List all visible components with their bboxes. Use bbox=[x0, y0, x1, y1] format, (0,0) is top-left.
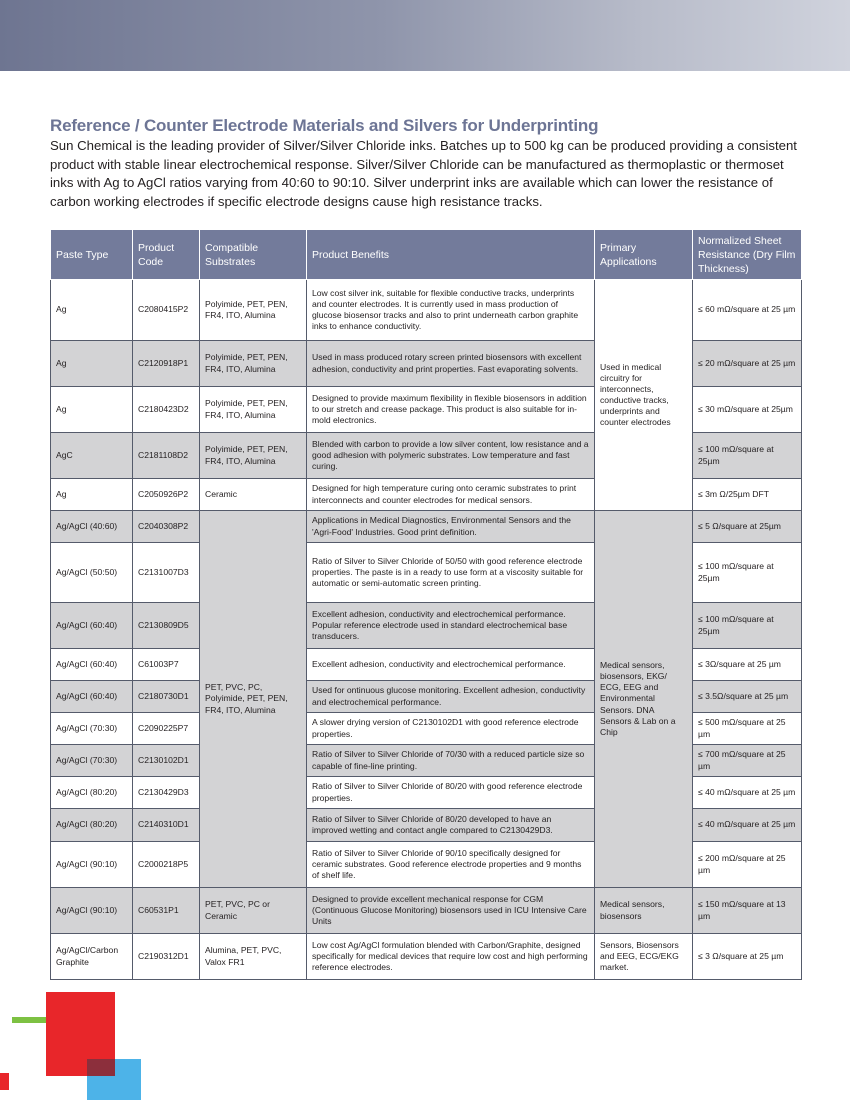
header-substrates: Compatible Substrates bbox=[200, 230, 307, 280]
table-row bbox=[51, 280, 802, 341]
intro-paragraph: Sun Chemical is the leading provider of Silver/Silver Chloride inks. Batches up to 500 kg can be produced providing a consistent product with stable linear electrochemical response. Silver/Silver Chloride can be manufactured as thermoplastic or thermoset inks with Ag to AgCl ratios varying from 40:60 to 90:10. Silver underprint inks are available which can lower the resistance of carbon working electrodes if specific electrode designs cause high resistance tracks. bbox=[50, 138, 797, 209]
paste-type-cell: Ag/AgCl (70:30) bbox=[51, 745, 133, 777]
benefits-cell: A slower drying version of C2130102D1 with good reference electrode properties. bbox=[307, 713, 595, 745]
benefits-cell: Ratio of Silver to Silver Chloride of 80/20 developed to have an improved wetting and contact angle compared to C2130429D3. bbox=[307, 809, 595, 842]
substrates-cell: Polyimide, PET, PEN, FR4, ITO, Alumina bbox=[200, 341, 307, 387]
substrates-cell: Polyimide, PET, PEN, FR4, ITO, Alumina bbox=[200, 433, 307, 479]
header-paste-type: Paste Type bbox=[51, 230, 133, 280]
resistance-cell: ≤ 40 mΩ/square at 25 µm bbox=[693, 809, 802, 842]
substrates-cell: Alumina, PET, PVC, Valox FR1 bbox=[200, 934, 307, 980]
substrates-cell: Polyimide, PET, PEN, FR4, ITO, Alumina bbox=[200, 387, 307, 433]
product-table bbox=[50, 229, 802, 980]
resistance-cell: ≤ 60 mΩ/square at 25 µm bbox=[693, 280, 802, 341]
paste-type-cell: Ag/AgCl (70:30) bbox=[51, 713, 133, 745]
paste-type-cell: Ag/AgCl/Carbon Graphite bbox=[51, 934, 133, 980]
header-resistance: Normalized Sheet Resistance (Dry Film Thickness) bbox=[693, 230, 802, 280]
benefits-cell: Designed to provide maximum flexibility in flexible biosensors in addition to our stretch and crease package. This product is also suitable for in-mold electronics. bbox=[307, 387, 595, 433]
benefits-cell: Ratio of Silver to Silver Chloride of 90/10 specifically designed for ceramic substrates. Good reference electrode properties and 9 months of shelf life. bbox=[307, 842, 595, 888]
benefits-cell: Used for ontinuous glucose monitoring. Excellent adhesion, conductivity and electrochemical performance. bbox=[307, 681, 595, 713]
benefits-cell: Designed to provide excellent mechanical response for CGM (Continuous Glucose Monitoring) biosensors used in ICU Intensive Care Units bbox=[307, 888, 595, 934]
top-banner bbox=[0, 0, 850, 71]
applications-cell: Medical sensors, biosensors bbox=[595, 888, 693, 934]
paste-type-cell: Ag/AgCl (50:50) bbox=[51, 543, 133, 603]
benefits-cell: Designed for high temperature curing onto ceramic substrates to print interconnects and counter electrodes for medical sensors. bbox=[307, 479, 595, 511]
benefits-cell: Ratio of Silver to Silver Chloride of 50/50 with good reference electrode properties. The paste is in a ready to use form at a viscosity suitable for automatic or semi-automatic screen printing. bbox=[307, 543, 595, 603]
product-code-cell: C2130102D1 bbox=[133, 745, 200, 777]
product-code-cell: C2120918P1 bbox=[133, 341, 200, 387]
product-code-cell: C2130429D3 bbox=[133, 777, 200, 809]
product-code-cell: C2131007D3 bbox=[133, 543, 200, 603]
product-code-cell: C2140310D1 bbox=[133, 809, 200, 842]
substrates-cell: Ceramic bbox=[200, 479, 307, 511]
header-product-code: Product Code bbox=[133, 230, 200, 280]
section-heading: Reference / Counter Electrode Materials and Silvers for Underprinting bbox=[50, 116, 599, 135]
paste-type-cell: Ag/AgCl (40:60) bbox=[51, 511, 133, 543]
benefits-cell: Applications in Medical Diagnostics, Environmental Sensors and the 'Agri-Food' Industries. Good print definition. bbox=[307, 511, 595, 543]
paste-type-cell: Ag bbox=[51, 280, 133, 341]
benefits-cell: Excellent adhesion, conductivity and electrochemical performance. Popular reference electrode used in standard electrochemical base transducers. bbox=[307, 603, 595, 649]
paste-type-cell: Ag bbox=[51, 479, 133, 511]
benefits-cell: Ratio of Silver to Silver Chloride of 70/30 with a reduced particle size so capable of fine-line printing. bbox=[307, 745, 595, 777]
resistance-cell: ≤ 500 mΩ/square at 25 µm bbox=[693, 713, 802, 745]
benefits-cell: Ratio of Silver to Silver Chloride of 80/20 with good reference electrode properties. bbox=[307, 777, 595, 809]
resistance-cell: ≤ 20 mΩ/square at 25 µm bbox=[693, 341, 802, 387]
resistance-cell: ≤ 5 Ω/square at 25µm bbox=[693, 511, 802, 543]
resistance-cell: ≤ 3 Ω/square at 25 µm bbox=[693, 934, 802, 980]
table-row bbox=[51, 888, 802, 934]
decorative-red-small-square bbox=[0, 1073, 9, 1090]
resistance-cell: ≤ 150 mΩ/square at 13 µm bbox=[693, 888, 802, 934]
resistance-cell: ≤ 40 mΩ/square at 25 µm bbox=[693, 777, 802, 809]
header-applications: Primary Applications bbox=[595, 230, 693, 280]
applications-cell-merged: Medical sensors, biosensors, EKG/ ECG, EEG and Environmental Sensors. DNA Sensors & Lab on a Chip bbox=[595, 511, 693, 888]
product-code-cell: C2080415P2 bbox=[133, 280, 200, 341]
product-code-cell: C2180423D2 bbox=[133, 387, 200, 433]
product-code-cell: C2181108D2 bbox=[133, 433, 200, 479]
paste-type-cell: Ag/AgCl (60:40) bbox=[51, 649, 133, 681]
header-benefits: Product Benefits bbox=[307, 230, 595, 280]
decorative-overlap-square bbox=[87, 1059, 115, 1076]
substrates-cell: PET, PVC, PC or Ceramic bbox=[200, 888, 307, 934]
substrates-cell-merged: PET, PVC, PC, Polyimide, PET, PEN, FR4, ITO, Alumina bbox=[200, 511, 307, 888]
substrates-cell: Polyimide, PET, PEN, FR4, ITO, Alumina bbox=[200, 280, 307, 341]
table-header-row bbox=[51, 230, 802, 280]
table-row bbox=[51, 511, 802, 543]
resistance-cell: ≤ 100 mΩ/square at 25µm bbox=[693, 603, 802, 649]
benefits-cell: Blended with carbon to provide a low silver content, low resistance and a good adhesion with polymeric substrates. Low temperature and fast curing. bbox=[307, 433, 595, 479]
benefits-cell: Low cost Ag/AgCl formulation blended with Carbon/Graphite, designed specifically for medical devices that require low cost and high performing reference electrodes. bbox=[307, 934, 595, 980]
resistance-cell: ≤ 3m Ω/25µm DFT bbox=[693, 479, 802, 511]
product-code-cell: C2050926P2 bbox=[133, 479, 200, 511]
paste-type-cell: Ag/AgCl (60:40) bbox=[51, 603, 133, 649]
resistance-cell: ≤ 100 mΩ/square at 25µm bbox=[693, 543, 802, 603]
resistance-cell: ≤ 30 mΩ/square at 25µm bbox=[693, 387, 802, 433]
paste-type-cell: Ag/AgCl (60:40) bbox=[51, 681, 133, 713]
applications-cell-merged: Used in medical circuitry for interconnects, conductive tracks, underprints and counter electrodes bbox=[595, 280, 693, 511]
product-code-cell: C2180730D1 bbox=[133, 681, 200, 713]
product-code-cell: C60531P1 bbox=[133, 888, 200, 934]
product-code-cell: C2090225P7 bbox=[133, 713, 200, 745]
product-code-cell: C61003P7 bbox=[133, 649, 200, 681]
benefits-cell: Used in mass produced rotary screen printed biosensors with excellent adhesion, conductivity and print properties. Fast evaporating solvents. bbox=[307, 341, 595, 387]
product-code-cell: C2040308P2 bbox=[133, 511, 200, 543]
resistance-cell: ≤ 3.5Ω/square at 25 µm bbox=[693, 681, 802, 713]
table-row bbox=[51, 934, 802, 980]
paste-type-cell: Ag bbox=[51, 341, 133, 387]
paste-type-cell: Ag/AgCl (90:10) bbox=[51, 888, 133, 934]
product-code-cell: C2000218P5 bbox=[133, 842, 200, 888]
paste-type-cell: Ag bbox=[51, 387, 133, 433]
resistance-cell: ≤ 700 mΩ/square at 25 µm bbox=[693, 745, 802, 777]
paste-type-cell: Ag/AgCl (90:10) bbox=[51, 842, 133, 888]
paste-type-cell: AgC bbox=[51, 433, 133, 479]
applications-cell: Sensors, Biosensors and EEG, ECG/EKG market. bbox=[595, 934, 693, 980]
paste-type-cell: Ag/AgCl (80:20) bbox=[51, 809, 133, 842]
resistance-cell: ≤ 200 mΩ/square at 25 µm bbox=[693, 842, 802, 888]
product-code-cell: C2130809D5 bbox=[133, 603, 200, 649]
resistance-cell: ≤ 100 mΩ/square at 25µm bbox=[693, 433, 802, 479]
paste-type-cell: Ag/AgCl (80:20) bbox=[51, 777, 133, 809]
product-code-cell: C2190312D1 bbox=[133, 934, 200, 980]
benefits-cell: Low cost silver ink, suitable for flexible conductive tracks, underprints and counter electrodes. It is currently used in mass production of glucose biosensor tracks and also to print underneath carbon graphite inks to enhance conductivity. bbox=[307, 280, 595, 341]
benefits-cell: Excellent adhesion, conductivity and electrochemical performance. bbox=[307, 649, 595, 681]
resistance-cell: ≤ 3Ω/square at 25 µm bbox=[693, 649, 802, 681]
